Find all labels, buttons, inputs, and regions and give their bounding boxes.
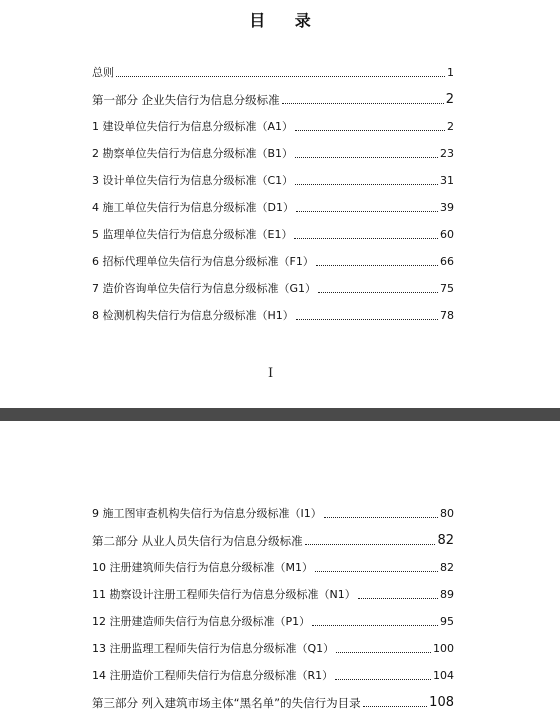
toc-entry-page: 82 <box>437 533 454 548</box>
toc-entry-page: 95 <box>440 615 454 628</box>
toc-entry-page: 23 <box>440 147 454 160</box>
toc-entry-label: 5 监理单位失信行为信息分级标准（E1） <box>92 228 293 241</box>
toc-entry[interactable] <box>92 582 454 602</box>
toc-entry-page: 31 <box>440 174 454 187</box>
toc-entry-part[interactable] <box>92 528 454 548</box>
toc-leader-dots <box>295 184 438 185</box>
toc-entry[interactable] <box>92 609 454 629</box>
toc-leader-dots <box>305 544 436 545</box>
toc-entry[interactable] <box>92 60 454 80</box>
toc-leader-dots <box>358 598 438 599</box>
toc-leader-dots <box>315 571 438 572</box>
toc-entry-page: 104 <box>433 669 454 682</box>
toc-entry[interactable] <box>92 168 454 188</box>
page-separator <box>0 408 560 421</box>
toc-entry-label: 6 招标代理单位失信行为信息分级标准（F1） <box>92 255 314 268</box>
toc-entry-page: 60 <box>440 228 454 241</box>
toc-entry-label: 12 注册建造师失信行为信息分级标准（P1） <box>92 615 311 628</box>
toc-entry[interactable] <box>92 501 454 521</box>
toc-leader-dots <box>335 679 431 680</box>
toc-entry-page: 66 <box>440 255 454 268</box>
toc-entry-label: 4 施工单位失信行为信息分级标准（D1） <box>92 201 294 214</box>
toc-entry-label: 总则 <box>92 66 114 79</box>
toc-leader-dots <box>294 238 438 239</box>
toc-entry-part[interactable] <box>92 690 454 710</box>
toc-entry[interactable] <box>92 249 454 269</box>
toc-entry[interactable] <box>92 276 454 296</box>
toc-leader-dots <box>363 706 428 707</box>
toc-entry-label: 第二部分 从业人员失信行为信息分级标准 <box>92 534 303 548</box>
toc-leader-dots <box>296 211 438 212</box>
toc-leader-dots <box>295 130 445 131</box>
toc-entry-label: 1 建设单位失信行为信息分级标准（A1） <box>92 120 294 133</box>
toc-entry-label: 10 注册建筑师失信行为信息分级标准（M1） <box>92 561 313 574</box>
toc-leader-dots <box>324 517 438 518</box>
toc-leader-dots <box>282 103 444 104</box>
toc-entry-label: 7 造价咨询单位失信行为信息分级标准（G1） <box>92 282 317 295</box>
toc-entry[interactable] <box>92 141 454 161</box>
toc-entry-label: 第一部分 企业失信行为信息分级标准 <box>92 93 280 107</box>
toc-title: 目 录 <box>249 11 323 30</box>
toc-entry[interactable] <box>92 555 454 575</box>
toc-entry-page: 82 <box>440 561 454 574</box>
toc-entry-label: 9 施工图审查机构失信行为信息分级标准（I1） <box>92 507 322 520</box>
toc-leader-dots <box>336 652 431 653</box>
toc-entry[interactable] <box>92 636 454 656</box>
toc-entry-label: 2 勘察单位失信行为信息分级标准（B1） <box>92 147 294 160</box>
toc-entry-label: 11 勘察设计注册工程师失信行为信息分级标准（N1） <box>92 588 356 601</box>
toc-entry-page: 78 <box>440 309 454 322</box>
toc-entry-page: 100 <box>433 642 454 655</box>
toc-entry-label: 14 注册造价工程师失信行为信息分级标准（R1） <box>92 669 334 682</box>
toc-entry-label: 3 设计单位失信行为信息分级标准（C1） <box>92 174 294 187</box>
toc-entry[interactable] <box>92 114 454 134</box>
toc-entry-page: 75 <box>440 282 454 295</box>
toc-leader-dots <box>318 292 438 293</box>
toc-leader-dots <box>316 265 438 266</box>
toc-entry[interactable] <box>92 663 454 683</box>
toc-entry-label: 13 注册监理工程师失信行为信息分级标准（Q1） <box>92 642 335 655</box>
toc-entry[interactable] <box>92 222 454 242</box>
toc-leader-dots <box>295 157 438 158</box>
toc-entry-page: 39 <box>440 201 454 214</box>
toc-entry-page: 89 <box>440 588 454 601</box>
toc-entry-label: 8 检测机构失信行为信息分级标准（H1） <box>92 309 294 322</box>
toc-entry-page: 2 <box>445 92 454 107</box>
toc-leader-dots <box>312 625 438 626</box>
document-page-2 <box>0 421 560 714</box>
toc-entry-part[interactable] <box>92 87 454 107</box>
toc-leader-dots <box>296 319 438 320</box>
text-cursor-icon: I <box>268 366 274 381</box>
toc-entry-page: 1 <box>447 66 454 79</box>
toc-leader-dots <box>116 76 445 77</box>
toc-entry-page: 2 <box>447 120 454 133</box>
toc-entry-label: 第三部分 列入建筑市场主体“黑名单”的失信行为目录 <box>92 696 361 710</box>
toc-entry[interactable] <box>92 303 454 323</box>
toc-entry-page: 108 <box>429 695 454 710</box>
toc-entry[interactable] <box>92 195 454 215</box>
toc-entry-page: 80 <box>440 507 454 520</box>
